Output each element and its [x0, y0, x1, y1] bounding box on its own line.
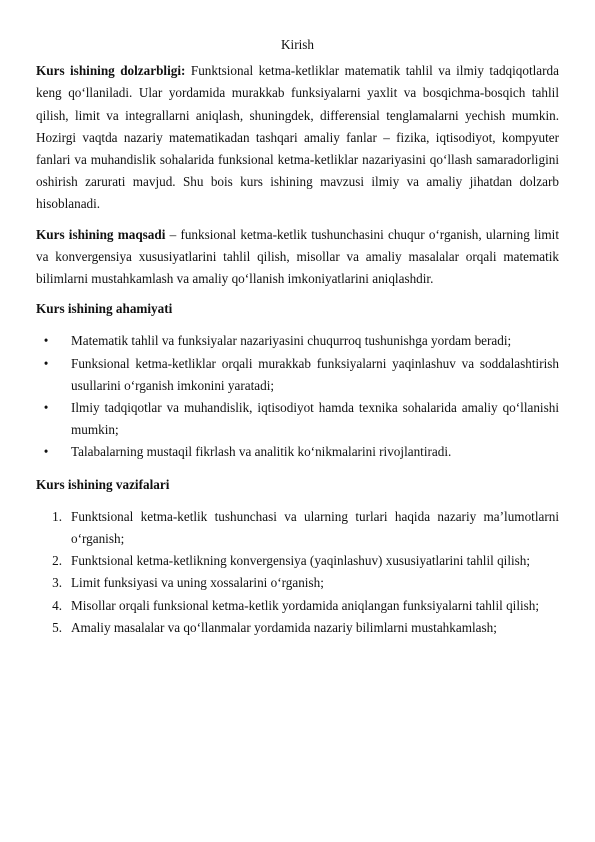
relevance-text: Funktsional ketma-ketliklar matematik tahlil va ilmiy tadqiqotlarda keng qo‘llaniladi. Ular yordamida murakkab funksiyalarni yaxlit va bosqichma-bosqich tahlil qilish, limit va integrallarni aniqlash, shuningdek, differensial tenglamalarni yechish mumkin. Hozirgi vaqtda nazariy matematikadan tashqari amaliy fanlar – fizika, iqtisodiyot, kompyuter fanlari va muhandislik sohalarida funksional ketma-ketliklar nazariyasini qo‘llash samaradorligini oshirish zarurati mavjud. Shu bois kurs ishining mavzusi ilmiy va amaliy jihatdan dolzarb hisoblanadi. [36, 63, 559, 212]
list-item [36, 353, 559, 397]
bullet-icon: • [43, 400, 49, 416]
list-item [36, 441, 559, 463]
list-item-text: Limit funksiyasi va uning xossalarini o‘rganish; [71, 575, 324, 591]
tasks-heading: Kurs ishining vazifalari [36, 476, 170, 492]
goal-paragraph [36, 224, 559, 291]
list-item-text: Funksional ketma-ketliklar orqali murakkab funksiyalarni yaqinlashuv va soddalashtirish usullarini o‘rganish imkonini yaratadi; [71, 355, 559, 393]
list-item-text: Ilmiy tadqiqotlar va muhandislik, iqtisodiyot hamda texnika sohalarida amaliy qo‘llanishi mumkin; [71, 400, 559, 438]
relevance-label: Kurs ishining dolzarbligi: [36, 63, 186, 79]
bullet-icon: • [43, 333, 49, 349]
tasks-list [36, 506, 559, 639]
list-number: 3. [52, 575, 62, 591]
list-item [36, 595, 559, 617]
list-item-text: Funktsional ketma-ketlik tushunchasi va ularning turlari haqida nazariy ma’lumotlarni o‘rganish; [71, 508, 559, 547]
bullet-icon: • [43, 355, 49, 371]
list-item [36, 397, 559, 441]
list-item-text: Matematik tahlil va funksiyalar nazariyasini chuqurroq tushunishga yordam beradi; [71, 333, 512, 349]
list-number: 4. [52, 597, 62, 613]
list-item [36, 550, 559, 572]
list-item-text: Funktsional ketma-ketlikning konvergensiya (yaqinlashuv) xususiyatlarini tahlil qilish; [71, 553, 531, 569]
goal-text: – funksional ketma-ketlik tushunchasini chuqur o‘rganish, ularning limit va konvergensiya xususiyatlarini tahlil qilish, misollar va amaliy masalalar orqali matematik bilimlarni mustahkamlash va amaliy qo‘llanish imkoniyatlarini aniqlashdir. [36, 226, 559, 287]
relevance-paragraph [36, 60, 559, 215]
list-number: 1. [52, 508, 62, 524]
list-item [36, 506, 559, 550]
list-item-text: Amaliy masalalar va qo‘llanmalar yordamida nazariy bilimlarni mustahkamlash; [71, 619, 497, 635]
list-number: 5. [52, 619, 62, 635]
list-item [36, 572, 559, 594]
importance-heading: Kurs ishining ahamiyati [36, 301, 173, 317]
goal-label: Kurs ishining maqsadi [36, 226, 166, 242]
list-item [36, 330, 559, 352]
page-title: Kirish [281, 37, 314, 52]
bullet-icon: • [43, 444, 49, 460]
importance-list [36, 330, 559, 463]
list-item-text: Talabalarning mustaqil fikrlash va analitik ko‘nikmalarini rivojlantiradi. [71, 444, 452, 460]
list-item [36, 617, 559, 639]
list-item-text: Misollar orqali funksional ketma-ketlik yordamida aniqlangan funksiyalarni tahlil qilish; [71, 597, 540, 613]
list-number: 2. [52, 553, 62, 569]
